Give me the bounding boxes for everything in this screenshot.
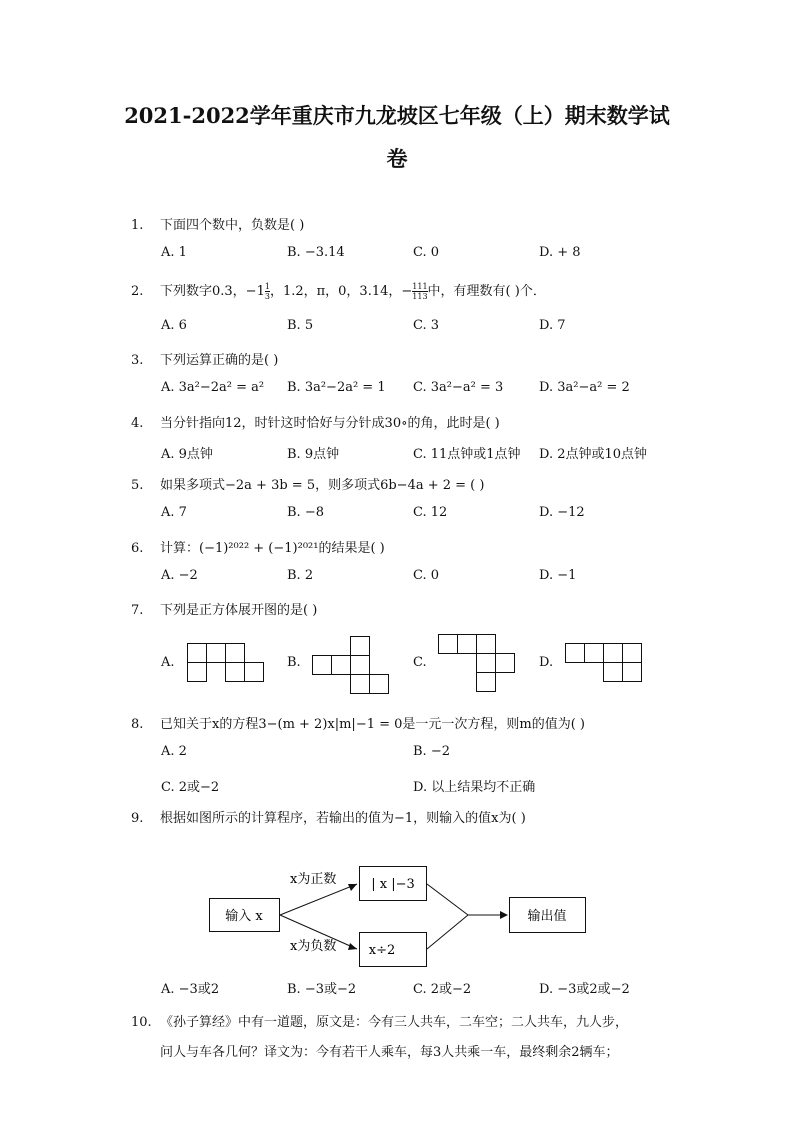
question-1: 1. 下面四个数中，负数是( ) [131, 218, 305, 233]
q2-option-c[interactable]: C. 3 [413, 318, 440, 333]
arrowhead-bottom [348, 943, 357, 950]
flow-negative-label: x为负数 [290, 939, 337, 954]
q7-option-a[interactable]: A. [161, 655, 175, 670]
q9-option-a[interactable]: A. −3或2 [161, 982, 220, 997]
flow-box-top-label: | x |−3 [371, 877, 415, 892]
q7-option-b[interactable]: B. [287, 655, 301, 670]
q1-option-c[interactable]: C. 0 [413, 245, 440, 260]
question-5: 5. 如果多项式−2a + 3b = 5，则多项式6b−4a + 2 = ( ) [131, 478, 485, 493]
q3-option-b[interactable]: B. 3a²−2a² = 1 [287, 380, 386, 395]
fraction-111-113: $\frac{111}{113}$ [412, 282, 428, 301]
q1-option-b[interactable]: B. −3.14 [287, 245, 345, 260]
q8-option-c[interactable]: C. 2或−2 [161, 780, 220, 795]
q2-option-a[interactable]: A. 6 [161, 318, 187, 333]
q2-option-d[interactable]: D. 7 [539, 318, 566, 333]
flow-box-bottom-label: x÷2 [368, 943, 396, 958]
q3-option-c[interactable]: C. 3a²−a² = 3 [413, 380, 504, 395]
q4-option-a[interactable]: A. 9点钟 [161, 447, 213, 462]
exam-title-line2: 卷 [386, 146, 408, 171]
question-10: 10. 《孙子算经》中有一道题，原文是：今有三人共车，二车空；二人共车，九人步， [131, 1015, 629, 1030]
q7-option-d[interactable]: D. [539, 655, 554, 670]
q6-option-c[interactable]: C. 0 [413, 568, 440, 583]
q8-option-a[interactable]: A. 2 [161, 744, 187, 759]
q5-option-a[interactable]: A. 7 [161, 505, 187, 520]
flow-output-label: 输出值 [527, 909, 567, 924]
q4-option-c[interactable]: C. 11点钟或1点钟 [413, 447, 521, 462]
flow-input-label: 输入 x [225, 909, 263, 924]
q4-option-b[interactable]: B. 9点钟 [287, 447, 340, 462]
q1-option-a[interactable]: A. 1 [161, 245, 187, 260]
cube-net-a [187, 643, 267, 685]
question-2: 2. 下列数字0.3，−1 $\frac{1}{3}$ ，1.2，π，0，3.14，− $\frac{111}{113}$ 中，有理数有( )个． [131, 282, 546, 301]
q8-option-b[interactable]: B. −2 [413, 744, 450, 759]
q9-option-d[interactable]: D. −3或2或−2 [539, 982, 630, 997]
q1-option-d[interactable]: D. + 8 [539, 245, 581, 260]
flow-positive-label: x为正数 [290, 872, 337, 887]
q8-option-d[interactable]: D. 以上结果均不正确 [413, 780, 536, 795]
q9-option-b[interactable]: B. −3或−2 [287, 982, 357, 997]
q5-option-c[interactable]: C. 12 [413, 505, 448, 520]
cube-net-d [565, 643, 645, 685]
question-7: 7. 下列是正方体展开图的是( ) [131, 603, 318, 618]
q2-option-b[interactable]: B. 5 [287, 318, 314, 333]
q6-option-a[interactable]: A. −2 [161, 568, 198, 583]
q6-option-b[interactable]: B. 2 [287, 568, 314, 583]
question-6: 6. 计算：(−1)²⁰²² + (−1)²⁰²¹的结果是( ) [131, 541, 385, 556]
q3-option-a[interactable]: A. 3a²−2a² = a² [161, 380, 265, 395]
question-3: 3. 下列运算正确的是( ) [131, 353, 279, 368]
q5-option-b[interactable]: B. −8 [287, 505, 324, 520]
exam-title-line1: 2021-2022学年重庆市九龙坡区七年级（上）期末数学试 [124, 103, 670, 128]
calculation-flowchart [200, 858, 600, 968]
fraction-one-third: $\frac{1}{3}$ [264, 282, 270, 301]
arrowhead-output [500, 911, 508, 919]
q3-option-d[interactable]: D. 3a²−a² = 2 [539, 380, 630, 395]
q9-option-c[interactable]: C. 2或−2 [413, 982, 472, 997]
question-9: 9. 根据如图所示的计算程序，若输出的值为−1，则输入的值x为( ) [131, 811, 526, 826]
question-4: 4. 当分针指向12，时针这时恰好与分针成30∘的角，此时是( ) [131, 416, 500, 431]
question-8: 8. 已知关于x的方程3−(m + 2)x|m|−1 = 0是一元一次方程，则m的值为( ) [131, 717, 586, 732]
question-10-line2: 问人与车各几何？译文为：今有若干人乘车，每3人共乘一车，最终剩余2辆车； [160, 1045, 619, 1060]
q6-option-d[interactable]: D. −1 [539, 568, 577, 583]
q5-option-d[interactable]: D. −12 [539, 505, 585, 520]
cube-net-c [438, 634, 518, 694]
q4-option-d[interactable]: D. 2点钟或10点钟 [539, 447, 648, 462]
q7-option-c[interactable]: C. [413, 655, 427, 670]
cube-net-b [312, 636, 392, 696]
